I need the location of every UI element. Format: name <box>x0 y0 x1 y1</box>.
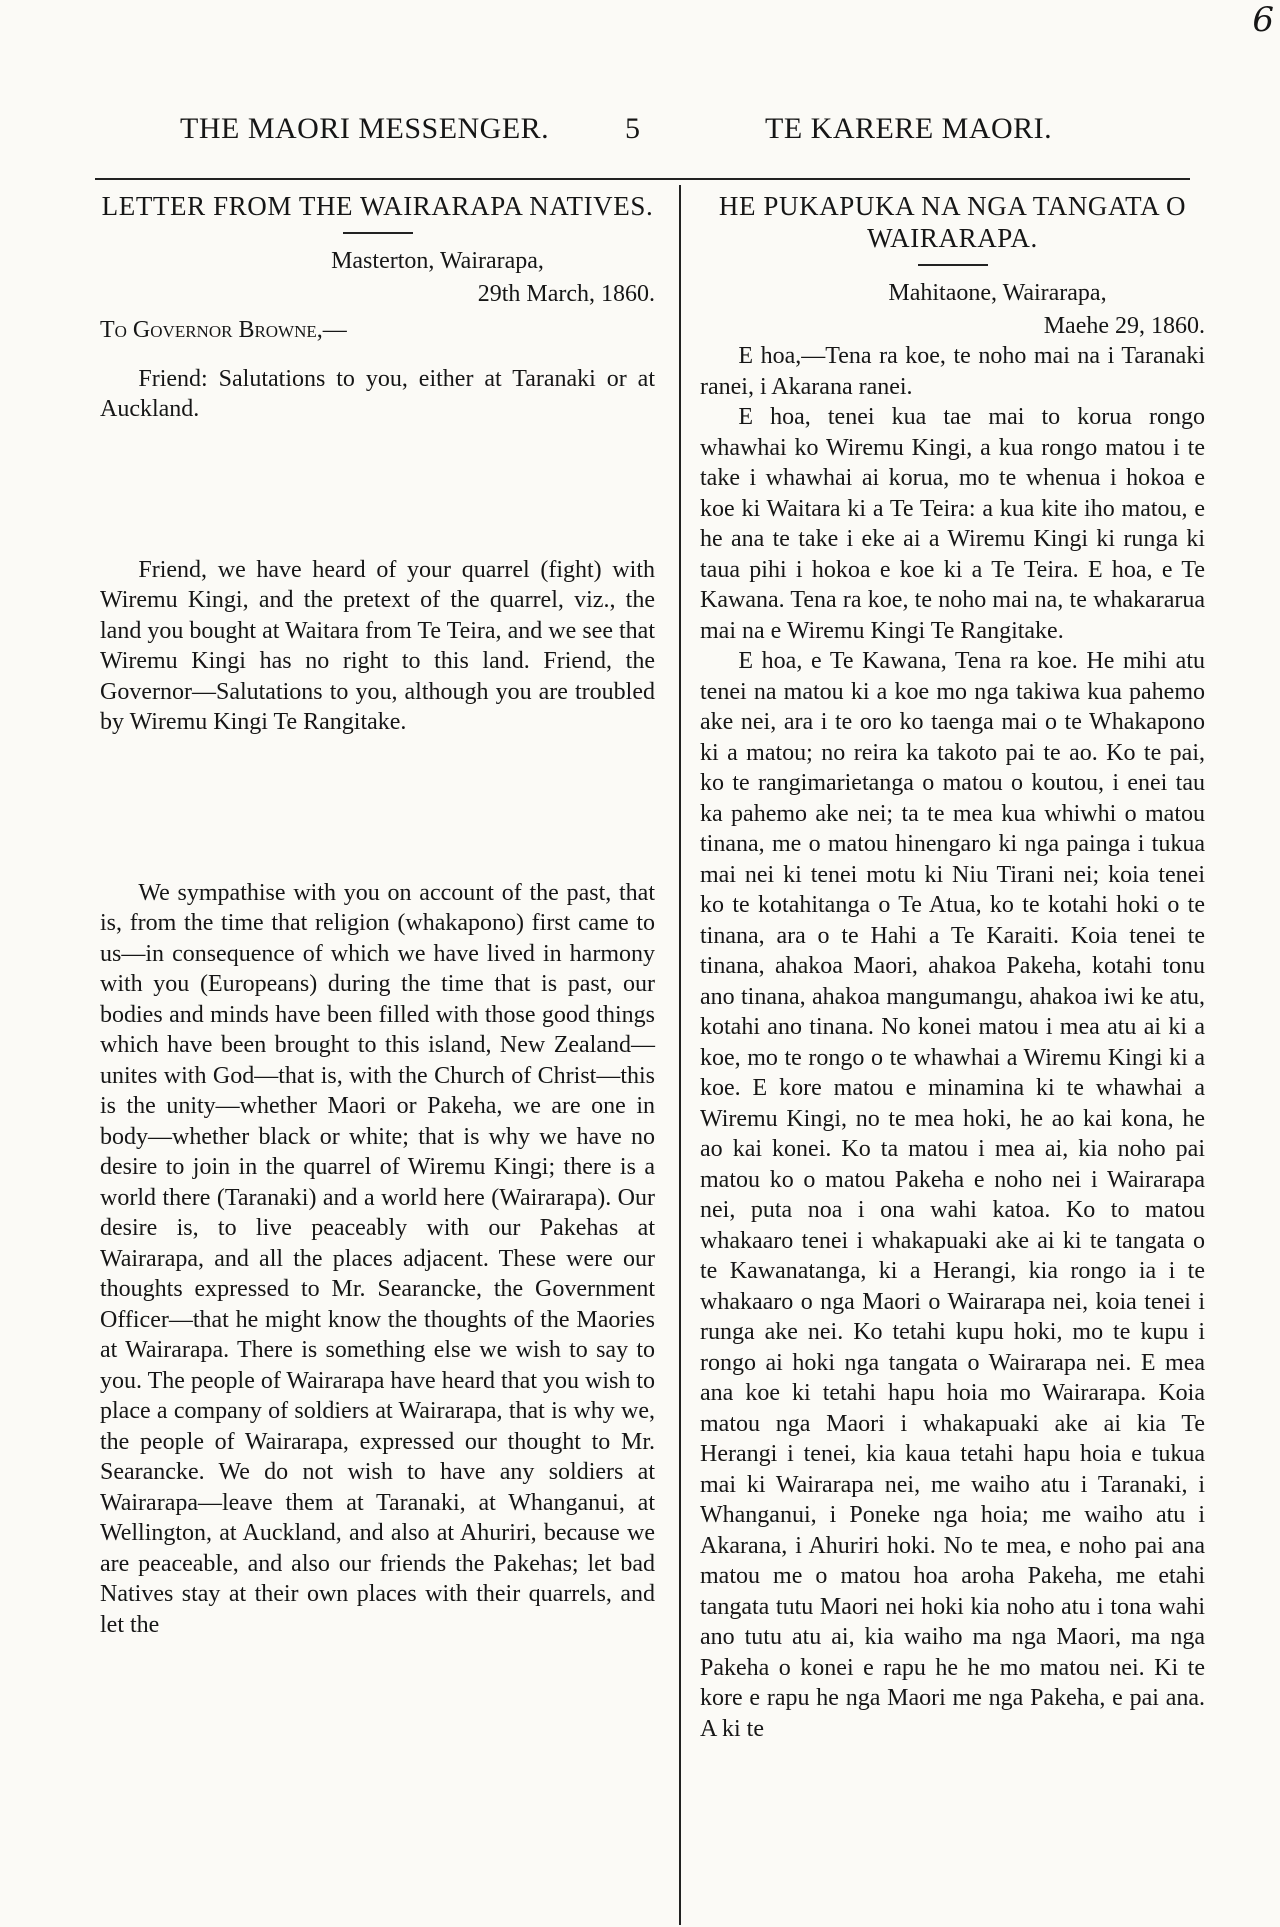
column-gap <box>100 425 655 555</box>
english-masthead: THE MAORI MESSENGER. <box>180 112 550 145</box>
english-paragraph-2: Friend, we have heard of your quarrel (fight) with Wiremu Kingi, and the pretext of the quarrel, viz., the land you bought at Waitara from Te Teira, and we see that Wiremu Kingi has no right to this land. Friend, the Governor—Salutations to you, although you are troubled by Wiremu Kingi Te Rangitake. <box>100 556 655 735</box>
page-corner-mark: 6 <box>1252 0 1274 40</box>
header-rule <box>95 178 1190 180</box>
title-rule <box>918 264 988 266</box>
english-column <box>100 190 655 1640</box>
english-paragraph-3: We sympathise with you on account of the past, that is, from the time that religion (whakapono) first came to us—in consequence of which we have lived in harmony with you (Europeans) during the time that is past, our bodies and minds have been filled with those good things which have been brought to this island, New Zealand—unites with God—that is, with the Church of Christ—this is the unity—whether Maori or Pakeha, we are one in body—whether black or white; that is why we have no desire to join in the quarrel of Wiremu Kingi; there is a world there (Taranaki) and a world here (Wairarapa). Our desire is, to live peaceably with our Pakehas at Wairarapa, and all the places adjacent. These were our thoughts expressed to Mr. Searancke, the Government Officer—that he might know the thoughts of the Maories at Wairarapa. There is something else we wish to say to you. The people of Wairarapa have heard that you wish to place a company of soldiers at Wairarapa, that is why we, the people of Wairarapa, expressed our thought to Mr. Searancke. We do not wish to have any soldiers at Wairarapa—leave them at Taranaki, at Whanganui, at Wellington, at Auckland, and also at Ahuriri, because we are peaceable, and also our friends the Pakehas; let bad Natives stay at their own places with their quarrels, and let the <box>100 879 655 1638</box>
maori-paragraph-3: E hoa, e Te Kawana, Tena ra koe. He mihi atu tenei na matou ki a koe mo nga takiwa kua pahemo ake nei, ara i te oro ko taenga mai o te Whakapono ki a matou; no reira ka takoto pai te ao. Ko te pai, ko te rangimarietanga o matou o koutou, i enei tau ka pahemo ake nei; ta te mea kua whiwhi o matou tinana, me o matou hinengaro ki nga painga i tukua mai nei ki tenei motu ki Niu Tirani nei; koia tenei ko te kotahitanga o Te Atua, ko te kotahi hoki o te tinana, ara o te Hahi a Te Karaiti. Koia tenei te tinana, ahakoa Maori, ahakoa Pakeha, kotahi tonu ano tinana, ahakoa mangumangu, ahakoa iwi ke atu, kotahi ano tinana. No konei matou i mea atu ai ki a koe, mo te rongo o te whawhai a Wiremu Kingi ki a koe. E kore matou e minamina ki te whawhai a Wiremu Kingi, no te mea hoki, he ao kai kona, he ao kai konei. Ko ta matou i mea ai, kia noho pai matou ko o matou Pakeha e noho nei i Wairarapa nei, puta noa i ona wahi katoa. Ko to matou whakaaro tenei i whakapuaki ake ai ki te tangata o te Kawanatanga, ki a Herangi, kia rongo ia i te whakaaro o nga Maori o Wairarapa nei, koia tenei i runga ake nei. Ko tetahi kupu hoki, mo te kupu i rongo ai hoki nga tangata o Wairarapa nei. E mea ana koe ki tetahi hapu hoia mo Wairarapa. Koia matou nga Maori i whakapuaki ake ai kia Te Herangi i tenei, kia kaua tetahi hapu hoia e tukua mai ki Wairarapa nei, me waiho atu i Taranaki, i Whanganui, i Poneke nga hoia; me waiho atu i Akarana, i Ahuriri hoki. No te mea, e noho pai ana matou me o matou hoa aroha Pakeha, me etahi tangata tutu Maori nei hoki kia noho atu i tona wahi ano tutu atu ai, kia waiho ma nga Maori, ma nga Pakeha o konei e rapu he he mo matou nei. Ki te kore e rapu he nga Maori me nga Pakeha, e pai ana. A ki te <box>700 648 1205 1742</box>
column-divider <box>679 185 681 1925</box>
page-number: 5 <box>625 112 641 145</box>
page-header <box>180 112 1080 160</box>
maori-paragraph-2: E hoa, tenei kua tae mai to koruа rongo whawhai ko Wiremu Kingi, a kua rongo matou i te take i whawhai ai korua, mo te whenua i hokoa e koe ki Waitara ki a Te Teira: a kua kite iho matou, e he ana te take i eke ai a Wiremu Kingi ki runga ki taua pihi i hokoa e koe ki a Te Teira. E hoa, e Te Kawana. Tena ra koe, te noho mai na, te whakararua mai na e Wiremu Kingi Te Rangitake. <box>700 404 1205 644</box>
maori-letter-place: Mahitaone, Wairarapa, <box>888 280 1107 306</box>
english-letter-title: LETTER FROM THE WAIRARAPA NATIVES. <box>101 191 654 221</box>
maori-masthead: TE KARERE MAORI. <box>765 112 1053 145</box>
maori-letter-title: HE PUKAPUKA NA NGA TANGATA O WAIRARAPA. <box>718 191 1187 253</box>
english-letter-date: 29th March, 1860. <box>477 280 655 307</box>
english-addressee: To Governor Browne,— <box>100 317 347 343</box>
english-letter-place: Masterton, Wairarapa, <box>331 248 544 274</box>
maori-paragraph-1: E hoa,—Tena ra koe, te noho mai na i Taranaki ranei, i Akarana ranei. <box>700 343 1205 400</box>
title-rule <box>343 232 413 234</box>
maori-column <box>700 190 1205 1744</box>
maori-letter-date: Maehe 29, 1860. <box>1043 312 1205 339</box>
column-gap <box>100 738 655 878</box>
english-paragraph-1: Friend: Salutations to you, either at Taranaki or at Auckland. <box>100 365 655 422</box>
